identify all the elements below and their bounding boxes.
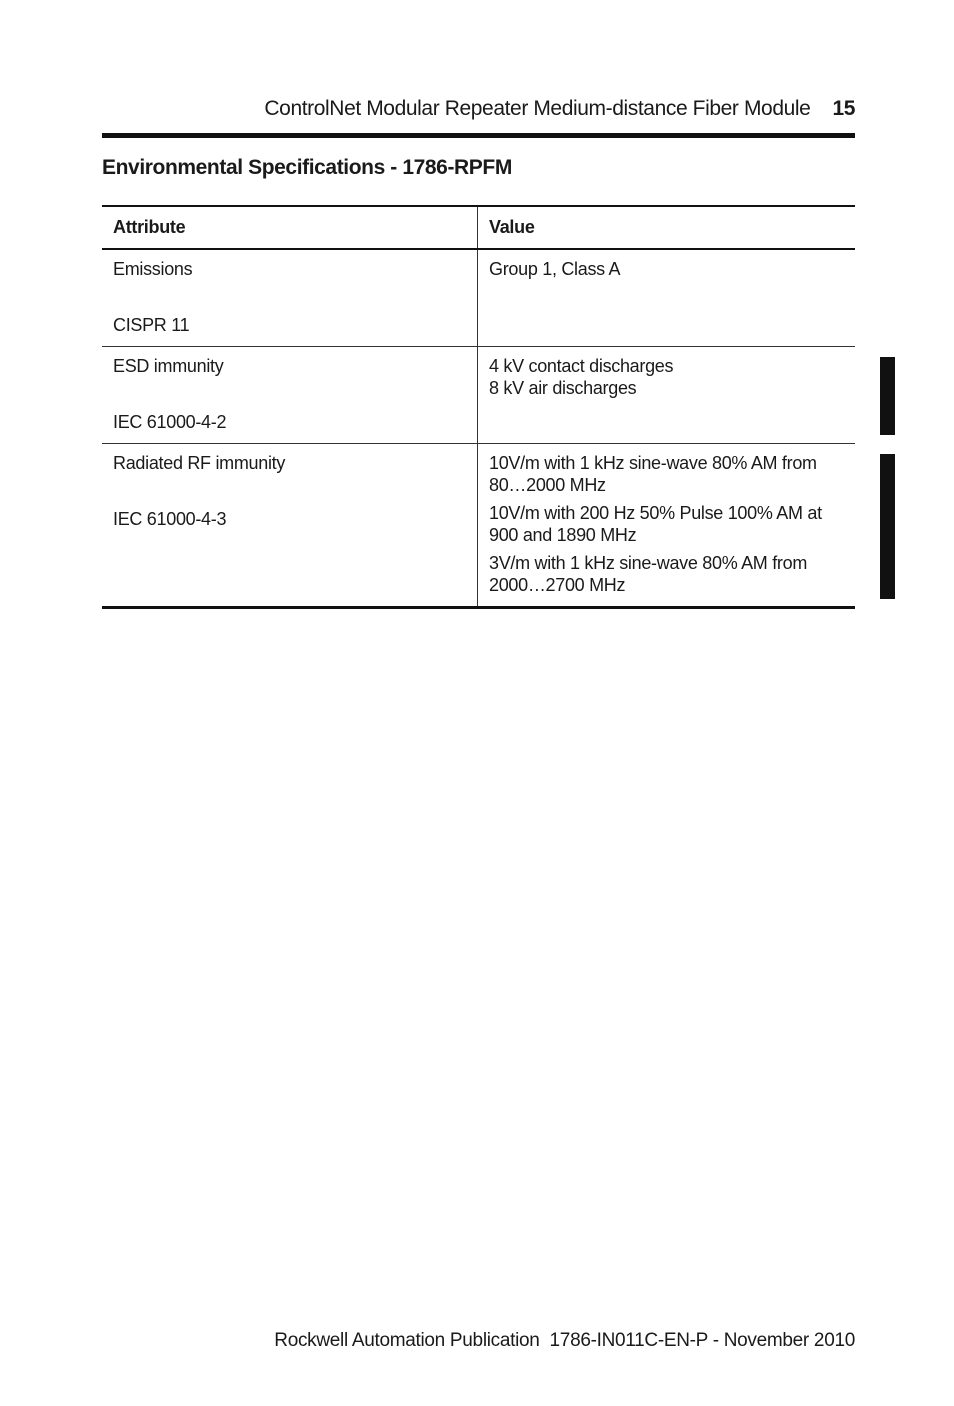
value-text: 10V/m with 1 kHz sine-wave 80% AM from 80…2000 MHz — [489, 453, 817, 495]
attribute-cell — [102, 444, 478, 608]
value-text: 10V/m with 200 Hz 50% Pulse 100% AM at 900 and 1890 MHz — [489, 503, 822, 545]
value-cell — [478, 347, 856, 444]
value-text: Group 1, Class A — [489, 259, 621, 279]
value-cell — [478, 249, 856, 347]
attribute-name: Radiated RF immunity — [113, 453, 286, 473]
section-title: Environmental Specifications - 1786-RPFM — [102, 156, 512, 179]
page-number: 15 — [832, 97, 855, 120]
header-rule — [102, 133, 855, 138]
attribute-cell — [102, 249, 478, 347]
column-header-attribute: Attribute — [102, 206, 478, 249]
attribute-standard: IEC 61000-4-2 — [113, 412, 227, 432]
table-row — [102, 347, 855, 444]
chapter-thumb-tab — [880, 357, 895, 435]
chapter-thumb-tab — [880, 454, 895, 599]
attribute-name: ESD immunity — [113, 356, 224, 376]
table-row — [102, 249, 855, 347]
column-header-value: Value — [478, 206, 856, 249]
publication-footer: Rockwell Automation Publication 1786-IN011C-EN-P - November 2010 — [274, 1330, 855, 1351]
running-header-title: ControlNet Modular Repeater Medium-distance Fiber Module — [264, 97, 811, 120]
attribute-name: Emissions — [113, 259, 193, 279]
value-text: 3V/m with 1 kHz sine-wave 80% AM from 2000…2700 MHz — [489, 553, 808, 595]
environmental-spec-table — [102, 205, 855, 609]
table-row — [102, 444, 855, 608]
value-cell — [478, 444, 856, 608]
attribute-standard: CISPR 11 — [113, 315, 190, 335]
attribute-standard: IEC 61000-4-3 — [113, 509, 227, 529]
running-header — [102, 92, 855, 126]
value-text: 4 kV contact discharges — [489, 356, 674, 376]
value-text: 8 kV air discharges — [489, 378, 637, 398]
table-header-row — [102, 206, 855, 249]
attribute-cell — [102, 347, 478, 444]
